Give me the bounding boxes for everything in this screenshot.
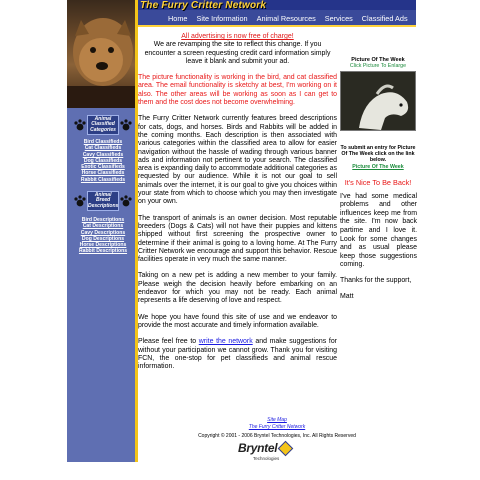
right-column [340,33,416,308]
sidebar-item-exotic-classifieds[interactable]: Exotic Classifieds [81,164,125,171]
hope-paragraph: We hope you have found this site of use and we endeavor to provide the most accurate and timely information available. [138,313,337,329]
sidebar-item-horse-classifieds[interactable]: Horse Classifieds [81,170,125,177]
site-title[interactable]: The Furry Critter Network [140,0,267,11]
sidebar-item-cavy-classifieds[interactable]: Cavy Classifieds [82,151,124,158]
nav-animal-resources[interactable]: Animal Resources [256,14,316,23]
potw-horse-photo[interactable] [340,71,416,131]
functionality-notice: The picture functionality is working in the bird, and cat classified area. The email functionality is sketchy at best, I'm working on it also. The other areas will be working as soon as I can get to them and the cost does not become overwhelming. [138,74,337,107]
matt-signature: Matt [340,292,354,300]
feedback-text-end: and make suggestions for without your participation we cannot grow. Thank you for visiting FCN, the one-stop for pet classifieds and animal rescue information. [138,338,337,371]
new-pet-paragraph: Taking on a new pet is adding a new member to your family. Please weigh the decision heavily before embarking on an endeavor for which you may not be ready. Each animal represents a life deserving of love and respect. [138,272,337,305]
logo-word: Bryntel [238,441,278,455]
sidebar-item-cavy-descriptions[interactable]: Cavy Descriptions [80,229,126,236]
sidebar-item-bird-descriptions[interactable]: Bird Descriptions [81,217,125,223]
write-network-link[interactable]: write the network [198,338,253,346]
classified-list [70,139,136,183]
welcome-back-heading: It's Nice To Be Back! [344,177,412,187]
sidebar-item-dog-descriptions[interactable]: Dog Descriptions [81,235,125,242]
dog-image [67,0,135,108]
nav-services[interactable]: Services [324,14,353,23]
sidebar-item-rabbit-descriptions[interactable]: Rabbit Descriptions [78,248,128,255]
footer-sitemap-link[interactable]: Site Map [267,417,287,423]
matt-thanks: Thanks for the support, [340,276,412,284]
potw-heading: Picture Of The Week [351,57,405,63]
paw-icon [119,194,133,208]
sidebar-item-dog-classifieds[interactable]: Dog Classifieds [83,157,123,164]
classified-categories-heading [73,112,133,138]
main-content [138,33,337,379]
footer [138,417,416,440]
potw-link[interactable]: Picture Of The Week [352,163,404,170]
potw-enlarge-hint: Click Picture To Enlarge [349,63,407,69]
matt-message [340,193,417,302]
nav-site-information[interactable]: Site Information [196,14,248,23]
copyright-text: Copyright © 2001 - 2006 Bryntel Technologies, Inc. All Rights Reserved [198,433,356,439]
transport-paragraph: The transport of animals is an owner decision. Most reputable breeders (Dogs & Cats) will not have their puppies and kittens shipped without first screening the prospective owner to determine if their animal is going to a loving home. At The Furry Critter Network we encourage and support this behavior. Rescue facilities operate in very much the same manner. [138,214,337,264]
breed-list [70,217,136,255]
top-nav [168,14,417,23]
nav-classified-ads[interactable]: Classified Ads [361,14,408,23]
potw-submit-text: To submit an entry for Picture Of The Week click on the link below. [340,145,416,164]
sidebar-item-cat-classifieds[interactable]: Cat Classifieds [84,145,122,152]
sidebar-item-rabbit-classifieds[interactable]: Rabbit Classifieds [80,176,126,183]
paw-icon [73,194,87,208]
footer-home-link[interactable]: The Furry Critter Network [248,424,306,430]
header-underline [138,25,416,27]
sidebar-item-cat-descriptions[interactable]: Cat Descriptions [82,223,124,230]
bryntel-logo-icon [278,440,294,456]
feedback-text-start: Please feel free to [138,338,199,346]
horse-image [341,72,415,130]
chow-chow-photo [67,0,135,108]
breed-heading-text: Animal Breed Descriptions [87,191,119,212]
nav-home[interactable]: Home [168,14,188,23]
sidebar-item-bird-classifieds[interactable]: Bird Classifieds [83,139,123,145]
bryntel-logo [238,441,291,455]
feedback-paragraph [138,338,337,371]
matt-message-body: I've had some medical problems and other influences keep me from the site. I'm now back partime and I love it. Look for some changes and as usual please keep those suggestions coming. [340,192,417,269]
paw-icon [73,118,87,132]
logo-subtitle: Technologies [253,456,280,461]
ad-notice-title: All advertising is now free of charge! [181,33,294,40]
paw-icon [119,118,133,132]
breed-descriptions-heading [73,188,133,214]
ad-notice-body: We are revamping the site to reflect this change. If you encounter a screen requesting credit card information simply leave it blank and submit your ad. [144,41,331,65]
classified-heading-text: Animal Classified Categories [87,115,119,136]
intro-paragraph: The Furry Critter Network currently features breed descriptions for cats, dogs, and horses. Birds and Rabbits will be added in the coming months. Each description is then associated with various categories within the classified area to allow for easier navigation without the hassle of wading through various banner ads and information not pertinent to your search. The classified area is expanding daily to accommodate additional categories as requested by our audience. While it is not our goal to sell animals over the internet, it is our goal to give you choices within your state from which to choose which you may then investigate on your own. [138,115,337,206]
sidebar-item-horse-descriptions[interactable]: Horse Descriptions [79,242,127,249]
